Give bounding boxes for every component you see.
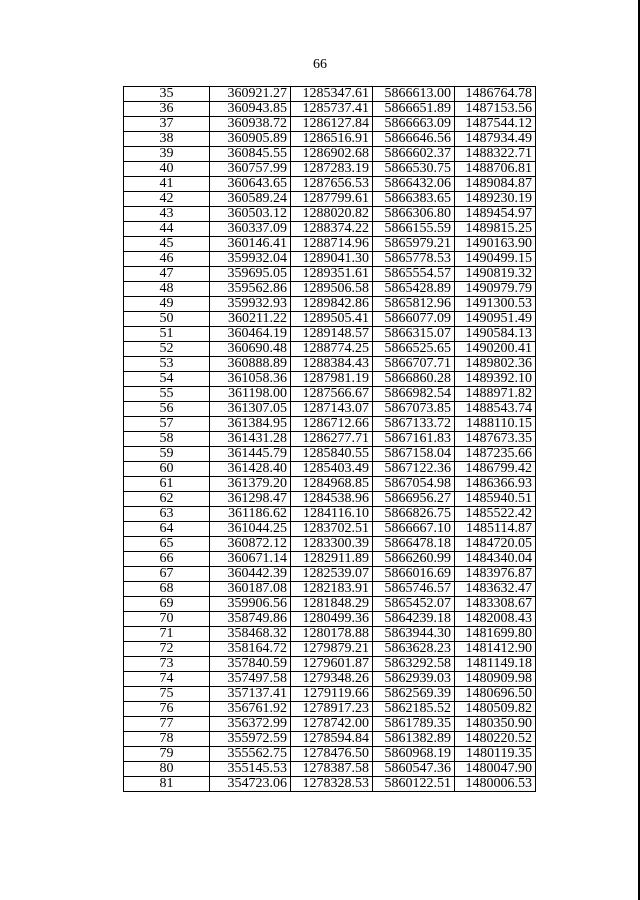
table-cell-coord-b: 1285737.41	[291, 102, 373, 117]
table-cell-coord-a: 360943.85	[210, 102, 291, 117]
table-cell-point-number: 76	[124, 702, 210, 717]
table-cell-coord-d: 1488971.82	[455, 387, 536, 402]
table-cell-coord-b: 1281848.29	[291, 597, 373, 612]
table-cell-coord-d: 1489454.97	[455, 207, 536, 222]
table-cell-coord-d: 1490979.79	[455, 282, 536, 297]
table-row	[124, 447, 536, 462]
table-cell-coord-b: 1287656.53	[291, 177, 373, 192]
table-cell-coord-d: 1487235.66	[455, 447, 536, 462]
table-cell-coord-d: 1490200.41	[455, 342, 536, 357]
table-cell-coord-d: 1489230.19	[455, 192, 536, 207]
table-cell-point-number: 41	[124, 177, 210, 192]
table-cell-coord-c: 5865746.57	[373, 582, 455, 597]
table-cell-coord-b: 1287981.19	[291, 372, 373, 387]
table-cell-coord-a: 356372.99	[210, 717, 291, 732]
table-cell-coord-b: 1283300.39	[291, 537, 373, 552]
table-cell-coord-a: 357137.41	[210, 687, 291, 702]
table-cell-point-number: 63	[124, 507, 210, 522]
table-cell-coord-b: 1285840.55	[291, 447, 373, 462]
table-cell-coord-d: 1485522.42	[455, 507, 536, 522]
table-row	[124, 537, 536, 552]
table-cell-coord-a: 359695.05	[210, 267, 291, 282]
table-cell-coord-b: 1286902.68	[291, 147, 373, 162]
table-cell-coord-b: 1289505.41	[291, 312, 373, 327]
table-cell-coord-d: 1480006.53	[455, 777, 536, 792]
table-cell-point-number: 40	[124, 162, 210, 177]
table-cell-coord-a: 359932.93	[210, 297, 291, 312]
table-row	[124, 687, 536, 702]
table-cell-point-number: 77	[124, 717, 210, 732]
table-cell-coord-d: 1488322.71	[455, 147, 536, 162]
table-cell-point-number: 61	[124, 477, 210, 492]
table-cell-coord-c: 5865812.96	[373, 297, 455, 312]
table-cell-coord-b: 1278387.58	[291, 762, 373, 777]
table-cell-coord-d: 1486764.78	[455, 87, 536, 102]
table-cell-coord-a: 360643.65	[210, 177, 291, 192]
table-cell-point-number: 49	[124, 297, 210, 312]
table-cell-coord-a: 361445.79	[210, 447, 291, 462]
table-cell-coord-b: 1285347.61	[291, 87, 373, 102]
table-cell-coord-a: 360337.09	[210, 222, 291, 237]
table-row	[124, 432, 536, 447]
table-cell-coord-a: 356761.92	[210, 702, 291, 717]
table-cell-point-number: 55	[124, 387, 210, 402]
table-cell-coord-b: 1278476.50	[291, 747, 373, 762]
table-cell-coord-d: 1490163.90	[455, 237, 536, 252]
table-cell-coord-c: 5860547.36	[373, 762, 455, 777]
table-row	[124, 462, 536, 477]
table-cell-coord-a: 358749.86	[210, 612, 291, 627]
table-cell-point-number: 54	[124, 372, 210, 387]
table-cell-coord-a: 357497.58	[210, 672, 291, 687]
table-cell-coord-c: 5863628.23	[373, 642, 455, 657]
table-cell-coord-b: 1282911.89	[291, 552, 373, 567]
table-row	[124, 477, 536, 492]
table-cell-coord-b: 1285403.49	[291, 462, 373, 477]
table-cell-coord-d: 1481412.90	[455, 642, 536, 657]
table-row	[124, 552, 536, 567]
table-row	[124, 312, 536, 327]
table-cell-coord-a: 358468.32	[210, 627, 291, 642]
table-row	[124, 192, 536, 207]
table-cell-coord-c: 5861789.35	[373, 717, 455, 732]
table-cell-coord-b: 1288374.22	[291, 222, 373, 237]
table-cell-coord-b: 1288384.43	[291, 357, 373, 372]
table-cell-coord-c: 5866016.69	[373, 567, 455, 582]
table-cell-coord-b: 1288714.96	[291, 237, 373, 252]
table-cell-coord-b: 1287566.67	[291, 387, 373, 402]
table-cell-coord-b: 1289842.86	[291, 297, 373, 312]
table-cell-coord-c: 5866663.09	[373, 117, 455, 132]
table-cell-coord-a: 359562.86	[210, 282, 291, 297]
table-row	[124, 132, 536, 147]
table-cell-coord-b: 1286712.66	[291, 417, 373, 432]
table-cell-coord-b: 1280499.36	[291, 612, 373, 627]
table-cell-coord-c: 5866646.56	[373, 132, 455, 147]
table-cell-coord-a: 360671.14	[210, 552, 291, 567]
table-cell-coord-c: 5862939.03	[373, 672, 455, 687]
table-row	[124, 117, 536, 132]
table-cell-point-number: 44	[124, 222, 210, 237]
table-cell-point-number: 68	[124, 582, 210, 597]
table-cell-point-number: 60	[124, 462, 210, 477]
table-cell-coord-c: 5866982.54	[373, 387, 455, 402]
table-cell-coord-b: 1278917.23	[291, 702, 373, 717]
table-cell-coord-b: 1279119.66	[291, 687, 373, 702]
table-cell-point-number: 38	[124, 132, 210, 147]
table-cell-coord-d: 1485940.51	[455, 492, 536, 507]
table-cell-point-number: 45	[124, 237, 210, 252]
table-cell-coord-d: 1489815.25	[455, 222, 536, 237]
table-cell-coord-c: 5861382.89	[373, 732, 455, 747]
table-row	[124, 777, 536, 792]
table-cell-coord-d: 1488110.15	[455, 417, 536, 432]
table-cell-point-number: 57	[124, 417, 210, 432]
table-cell-coord-b: 1284116.10	[291, 507, 373, 522]
table-cell-coord-c: 5862569.39	[373, 687, 455, 702]
table-row	[124, 222, 536, 237]
table-cell-coord-b: 1278328.53	[291, 777, 373, 792]
table-cell-point-number: 46	[124, 252, 210, 267]
table-cell-coord-c: 5860122.51	[373, 777, 455, 792]
table-cell-coord-a: 360146.41	[210, 237, 291, 252]
table-cell-coord-b: 1289148.57	[291, 327, 373, 342]
table-row	[124, 732, 536, 747]
table-cell-coord-c: 5866077.09	[373, 312, 455, 327]
table-cell-coord-a: 360442.39	[210, 567, 291, 582]
table-row	[124, 252, 536, 267]
table-cell-point-number: 78	[124, 732, 210, 747]
table-cell-coord-a: 360589.24	[210, 192, 291, 207]
table-row	[124, 672, 536, 687]
table-cell-point-number: 53	[124, 357, 210, 372]
table-cell-coord-c: 5866651.89	[373, 102, 455, 117]
table-cell-coord-c: 5866602.37	[373, 147, 455, 162]
table-cell-coord-c: 5867133.72	[373, 417, 455, 432]
table-cell-coord-d: 1490951.49	[455, 312, 536, 327]
table-cell-coord-b: 1278594.84	[291, 732, 373, 747]
table-cell-coord-a: 359906.56	[210, 597, 291, 612]
table-cell-coord-d: 1482008.43	[455, 612, 536, 627]
table-cell-coord-c: 5866432.06	[373, 177, 455, 192]
table-cell-coord-a: 360921.27	[210, 87, 291, 102]
table-cell-coord-d: 1480119.35	[455, 747, 536, 762]
table-cell-coord-b: 1279601.87	[291, 657, 373, 672]
table-cell-coord-c: 5865979.21	[373, 237, 455, 252]
table-cell-coord-b: 1286516.91	[291, 132, 373, 147]
table-cell-coord-d: 1483308.67	[455, 597, 536, 612]
table-cell-point-number: 52	[124, 342, 210, 357]
table-cell-coord-b: 1289041.30	[291, 252, 373, 267]
table-row	[124, 597, 536, 612]
table-cell-coord-d: 1490584.13	[455, 327, 536, 342]
table-row	[124, 327, 536, 342]
table-row	[124, 342, 536, 357]
table-cell-coord-d: 1485114.87	[455, 522, 536, 537]
table-cell-coord-d: 1481699.80	[455, 627, 536, 642]
table-cell-coord-b: 1288774.25	[291, 342, 373, 357]
table-cell-coord-d: 1486799.42	[455, 462, 536, 477]
table-row	[124, 267, 536, 282]
table-cell-coord-b: 1284968.85	[291, 477, 373, 492]
table-cell-coord-c: 5867161.83	[373, 432, 455, 447]
table-cell-coord-c: 5867158.04	[373, 447, 455, 462]
table-cell-coord-a: 361298.47	[210, 492, 291, 507]
table-cell-coord-d: 1488543.74	[455, 402, 536, 417]
table-cell-coord-a: 360845.55	[210, 147, 291, 162]
table-cell-coord-b: 1282183.91	[291, 582, 373, 597]
table-cell-coord-a: 355972.59	[210, 732, 291, 747]
table-cell-coord-d: 1484720.05	[455, 537, 536, 552]
table-cell-coord-a: 361384.95	[210, 417, 291, 432]
table-cell-coord-d: 1489392.10	[455, 372, 536, 387]
table-row	[124, 177, 536, 192]
table-cell-coord-b: 1286277.71	[291, 432, 373, 447]
table-row	[124, 147, 536, 162]
table-cell-coord-b: 1289351.61	[291, 267, 373, 282]
table-cell-point-number: 35	[124, 87, 210, 102]
table-cell-coord-c: 5866525.65	[373, 342, 455, 357]
table-cell-point-number: 65	[124, 537, 210, 552]
table-row	[124, 357, 536, 372]
table-cell-coord-c: 5866613.00	[373, 87, 455, 102]
table-cell-coord-b: 1284538.96	[291, 492, 373, 507]
table-cell-coord-a: 361058.36	[210, 372, 291, 387]
table-row	[124, 402, 536, 417]
table-row	[124, 417, 536, 432]
table-cell-point-number: 64	[124, 522, 210, 537]
table-row	[124, 747, 536, 762]
table-cell-coord-d: 1480220.52	[455, 732, 536, 747]
table-cell-coord-c: 5866315.07	[373, 327, 455, 342]
table-cell-coord-a: 361379.20	[210, 477, 291, 492]
table-cell-coord-c: 5865428.89	[373, 282, 455, 297]
table-cell-point-number: 74	[124, 672, 210, 687]
table-cell-coord-d: 1487934.49	[455, 132, 536, 147]
table-cell-point-number: 67	[124, 567, 210, 582]
table-cell-coord-a: 360757.99	[210, 162, 291, 177]
table-cell-point-number: 79	[124, 747, 210, 762]
table-cell-coord-a: 360464.19	[210, 327, 291, 342]
table-cell-coord-c: 5866826.75	[373, 507, 455, 522]
table-cell-point-number: 50	[124, 312, 210, 327]
table-cell-coord-a: 360888.89	[210, 357, 291, 372]
table-cell-coord-b: 1287143.07	[291, 402, 373, 417]
table-cell-point-number: 59	[124, 447, 210, 462]
table-cell-point-number: 75	[124, 687, 210, 702]
table-cell-coord-c: 5865452.07	[373, 597, 455, 612]
table-cell-coord-a: 357840.59	[210, 657, 291, 672]
table-row	[124, 282, 536, 297]
table-row	[124, 702, 536, 717]
table-cell-coord-a: 361307.05	[210, 402, 291, 417]
page-number: 66	[313, 57, 327, 72]
table-cell-coord-b: 1280178.88	[291, 627, 373, 642]
table-cell-point-number: 37	[124, 117, 210, 132]
table-row	[124, 717, 536, 732]
table-cell-coord-d: 1480350.90	[455, 717, 536, 732]
table-cell-coord-c: 5866478.18	[373, 537, 455, 552]
table-cell-coord-c: 5866260.99	[373, 552, 455, 567]
table-cell-coord-b: 1279879.21	[291, 642, 373, 657]
table-cell-coord-a: 360938.72	[210, 117, 291, 132]
coordinates-table	[123, 86, 536, 792]
table-cell-coord-a: 360503.12	[210, 207, 291, 222]
table-cell-coord-c: 5866530.75	[373, 162, 455, 177]
table-cell-coord-c: 5865778.53	[373, 252, 455, 267]
table-cell-coord-d: 1487673.35	[455, 432, 536, 447]
table-row	[124, 612, 536, 627]
table-cell-coord-d: 1489802.36	[455, 357, 536, 372]
table-row	[124, 237, 536, 252]
table-cell-coord-b: 1287799.61	[291, 192, 373, 207]
table-row	[124, 642, 536, 657]
table-cell-point-number: 47	[124, 267, 210, 282]
table-cell-point-number: 66	[124, 552, 210, 567]
table-cell-coord-a: 358164.72	[210, 642, 291, 657]
table-cell-coord-c: 5866956.27	[373, 492, 455, 507]
table-cell-point-number: 43	[124, 207, 210, 222]
table-cell-point-number: 62	[124, 492, 210, 507]
table-cell-coord-d: 1480696.50	[455, 687, 536, 702]
table-row	[124, 162, 536, 177]
table-cell-coord-c: 5867054.98	[373, 477, 455, 492]
table-cell-coord-d: 1481149.18	[455, 657, 536, 672]
table-row	[124, 657, 536, 672]
table-cell-coord-c: 5866860.28	[373, 372, 455, 387]
table-cell-coord-a: 355562.75	[210, 747, 291, 762]
table-cell-coord-a: 359932.04	[210, 252, 291, 267]
table-cell-coord-a: 361044.25	[210, 522, 291, 537]
table-row	[124, 492, 536, 507]
table-row	[124, 102, 536, 117]
table-cell-coord-d: 1490499.15	[455, 252, 536, 267]
table-cell-point-number: 48	[124, 282, 210, 297]
table-cell-coord-a: 360872.12	[210, 537, 291, 552]
table-cell-coord-a: 360905.89	[210, 132, 291, 147]
table-cell-point-number: 56	[124, 402, 210, 417]
table-cell-coord-a: 361186.62	[210, 507, 291, 522]
table-cell-coord-d: 1483976.87	[455, 567, 536, 582]
table-cell-coord-d: 1487153.56	[455, 102, 536, 117]
table-cell-point-number: 72	[124, 642, 210, 657]
table-cell-coord-b: 1283702.51	[291, 522, 373, 537]
table-cell-coord-c: 5866667.10	[373, 522, 455, 537]
table-row	[124, 567, 536, 582]
table-cell-coord-c: 5863944.30	[373, 627, 455, 642]
table-cell-coord-b: 1289506.58	[291, 282, 373, 297]
table-cell-point-number: 81	[124, 777, 210, 792]
table-cell-coord-c: 5867122.36	[373, 462, 455, 477]
table-cell-coord-c: 5865554.57	[373, 267, 455, 282]
table-cell-coord-d: 1483632.47	[455, 582, 536, 597]
table-cell-point-number: 69	[124, 597, 210, 612]
table-cell-coord-d: 1489084.87	[455, 177, 536, 192]
table-cell-coord-c: 5866306.80	[373, 207, 455, 222]
table-cell-coord-d: 1484340.04	[455, 552, 536, 567]
table-cell-coord-b: 1287283.19	[291, 162, 373, 177]
table-cell-coord-a: 355145.53	[210, 762, 291, 777]
table-cell-point-number: 36	[124, 102, 210, 117]
table-row	[124, 522, 536, 537]
table-cell-coord-a: 360690.48	[210, 342, 291, 357]
table-cell-coord-c: 5864239.18	[373, 612, 455, 627]
table-cell-coord-a: 361428.40	[210, 462, 291, 477]
table-cell-coord-b: 1278742.00	[291, 717, 373, 732]
table-cell-coord-c: 5860968.19	[373, 747, 455, 762]
table-cell-coord-b: 1279348.26	[291, 672, 373, 687]
table-cell-coord-d: 1480047.90	[455, 762, 536, 777]
table-cell-coord-a: 361431.28	[210, 432, 291, 447]
table-cell-coord-d: 1480509.82	[455, 702, 536, 717]
table-cell-coord-a: 360187.08	[210, 582, 291, 597]
table-cell-coord-b: 1288020.82	[291, 207, 373, 222]
table-row	[124, 87, 536, 102]
table-row	[124, 582, 536, 597]
table-cell-coord-c: 5866155.59	[373, 222, 455, 237]
table-cell-coord-a: 360211.22	[210, 312, 291, 327]
table-cell-point-number: 42	[124, 192, 210, 207]
table-row	[124, 387, 536, 402]
table-cell-coord-b: 1286127.84	[291, 117, 373, 132]
table-cell-coord-b: 1282539.07	[291, 567, 373, 582]
table-cell-coord-c: 5866707.71	[373, 357, 455, 372]
table-cell-point-number: 71	[124, 627, 210, 642]
table-cell-coord-d: 1480909.98	[455, 672, 536, 687]
table-row	[124, 207, 536, 222]
table-cell-coord-a: 361198.00	[210, 387, 291, 402]
table-cell-point-number: 73	[124, 657, 210, 672]
table-cell-coord-d: 1486366.93	[455, 477, 536, 492]
table-cell-point-number: 70	[124, 612, 210, 627]
table-cell-point-number: 39	[124, 147, 210, 162]
table-cell-point-number: 58	[124, 432, 210, 447]
table-cell-coord-c: 5867073.85	[373, 402, 455, 417]
table-cell-coord-c: 5863292.58	[373, 657, 455, 672]
table-cell-point-number: 80	[124, 762, 210, 777]
table-row	[124, 627, 536, 642]
table-row	[124, 507, 536, 522]
table-cell-coord-d: 1490819.32	[455, 267, 536, 282]
table-row	[124, 297, 536, 312]
coordinates-table-body	[124, 87, 536, 792]
table-cell-point-number: 51	[124, 327, 210, 342]
table-cell-coord-c: 5862185.52	[373, 702, 455, 717]
table-cell-coord-d: 1487544.12	[455, 117, 536, 132]
table-cell-coord-d: 1491300.53	[455, 297, 536, 312]
table-cell-coord-a: 354723.06	[210, 777, 291, 792]
table-row	[124, 372, 536, 387]
table-cell-coord-d: 1488706.81	[455, 162, 536, 177]
table-cell-coord-c: 5866383.65	[373, 192, 455, 207]
table-row	[124, 762, 536, 777]
